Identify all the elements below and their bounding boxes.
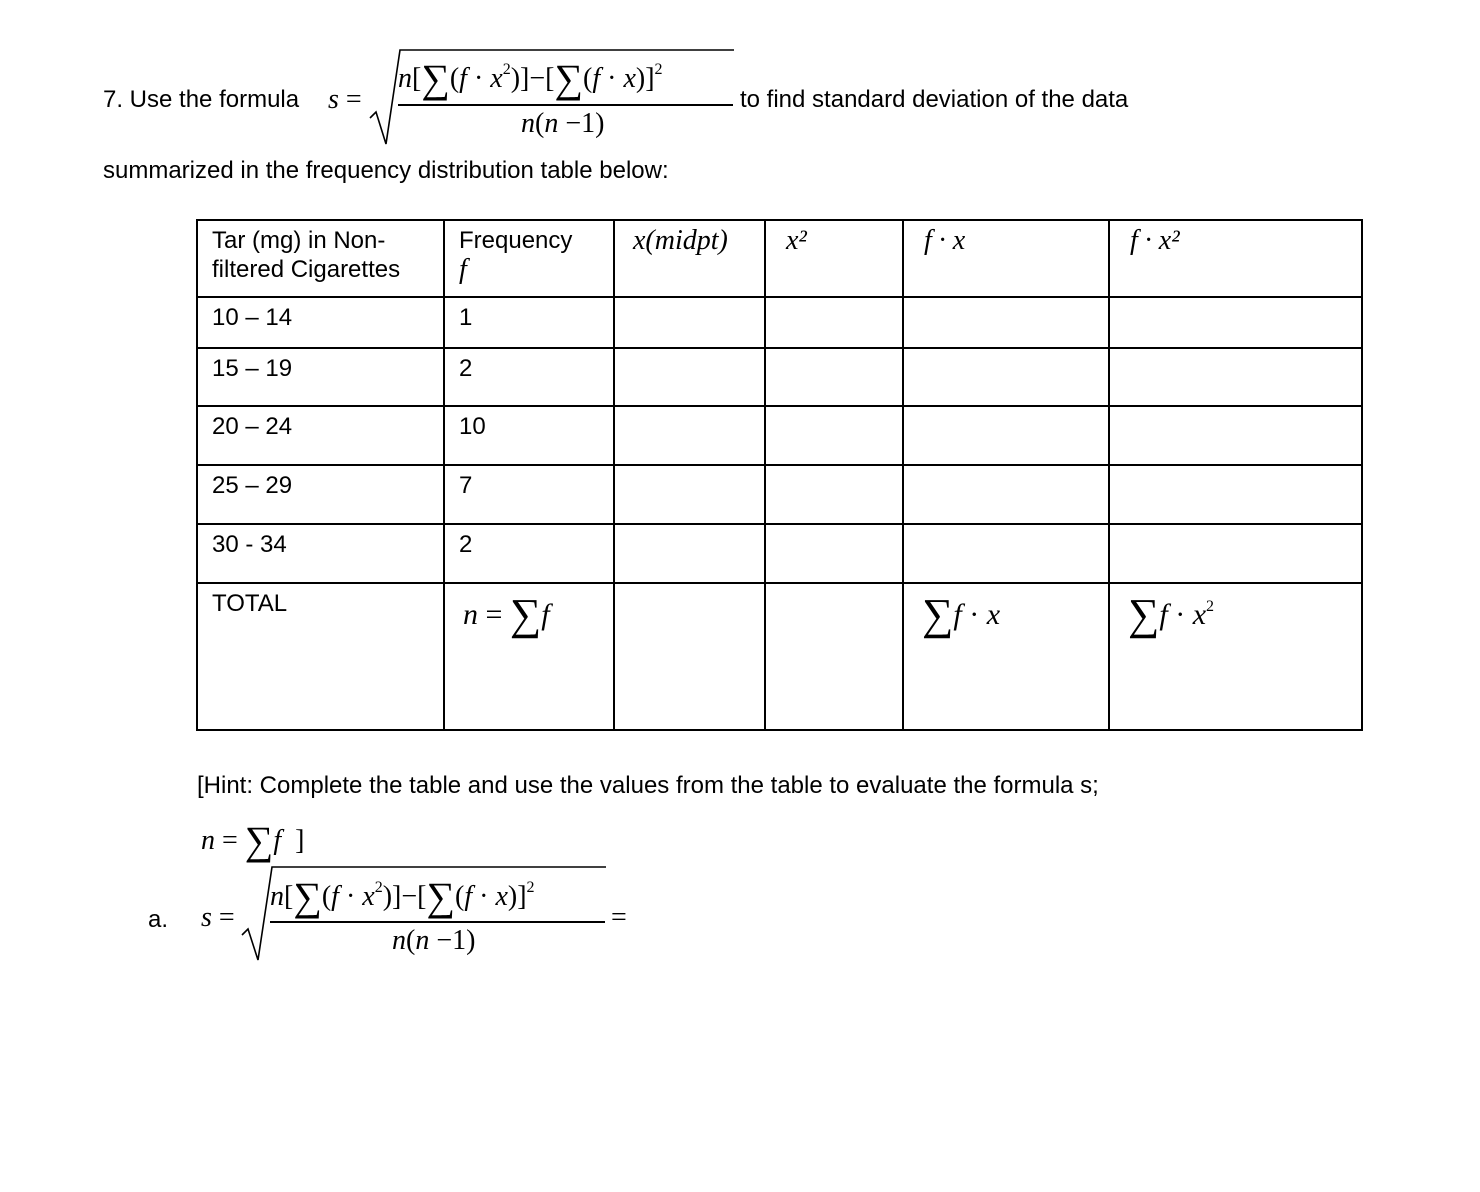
cell-total-f-times-x-squared[interactable] (1109, 583, 1362, 730)
header-midpoint-text: x(midpt) (633, 225, 728, 256)
n-equals-sum-f: n = ∑f (463, 590, 550, 639)
sum-f-times-x-squared: $\sum f \cdot x^2$ (1128, 590, 1215, 639)
header-f-times-x-squared (1109, 220, 1362, 297)
cell-interval: 20 – 24 (197, 406, 444, 465)
cell-x-squared[interactable] (765, 406, 903, 465)
header-f-times-x-text: f · x (924, 225, 966, 256)
cell-interval: 30 - 34 (197, 524, 444, 583)
part-a-label: a. (148, 906, 169, 933)
fraction-bar (270, 921, 605, 923)
formula-a-equals: = (611, 902, 627, 933)
cell-x-squared[interactable] (765, 524, 903, 583)
cell-midpoint[interactable] (614, 465, 765, 524)
header-tar (197, 220, 444, 297)
cell-f-times-x-squared[interactable] (1109, 297, 1362, 348)
header-midpoint (614, 220, 765, 297)
cell-total-x-squared (765, 583, 903, 730)
table-total-row (197, 583, 1362, 730)
fraction-bar (398, 104, 733, 106)
formula-denominator: n(n −1) (521, 108, 605, 139)
table-row (197, 297, 1362, 348)
cell-f-times-x[interactable] (903, 348, 1109, 406)
cell-midpoint[interactable] (614, 297, 765, 348)
cell-f-times-x[interactable] (903, 524, 1109, 583)
header-x-squared (765, 220, 903, 297)
header-f-times-x-squared-text: f · x² (1130, 225, 1180, 256)
cell-total-n (444, 583, 614, 730)
cell-total-f-times-x[interactable] (903, 583, 1109, 730)
formula-a-s-equals: s = (201, 902, 235, 933)
table-row (197, 524, 1362, 583)
cell-interval: 15 – 19 (197, 348, 444, 406)
header-tar-line2: filtered Cigarettes (212, 256, 401, 283)
header-frequency-line1: Frequency (459, 227, 573, 254)
cell-midpoint[interactable] (614, 348, 765, 406)
table-row (197, 406, 1362, 465)
formula-numerator: $n[\sum(f \cdot x^2)]-[\sum(f \cdot x)]^2$ (398, 56, 663, 101)
header-tar-line1: Tar (mg) in Non- (212, 227, 386, 254)
cell-x-squared[interactable] (765, 465, 903, 524)
cell-midpoint[interactable] (614, 406, 765, 465)
question-number-label: 7. Use the formula (103, 86, 300, 113)
formula-a-numerator: $n[\sum(f \cdot x^2)]-[\sum(f \cdot x)]^2$ (270, 874, 535, 919)
cell-f-times-x-squared[interactable] (1109, 348, 1362, 406)
cell-frequency: 1 (444, 297, 614, 348)
cell-f-times-x-squared[interactable] (1109, 524, 1362, 583)
header-f-times-x (903, 220, 1109, 297)
hint-n-equals-sum-f: n = ∑f ] (201, 818, 305, 863)
formula-s-equals: s = (328, 84, 362, 115)
header-x-squared-text: x² (786, 225, 807, 256)
hint-text: [Hint: Complete the table and use the values from the table to evaluate the formula s; (197, 772, 1099, 799)
cell-interval: 10 – 14 (197, 297, 444, 348)
cell-frequency: 10 (444, 406, 614, 465)
cell-f-times-x[interactable] (903, 406, 1109, 465)
cell-x-squared[interactable] (765, 297, 903, 348)
cell-f-times-x-squared[interactable] (1109, 465, 1362, 524)
question-text-line2: summarized in the frequency distribution table below: (103, 157, 669, 184)
cell-interval: 25 – 29 (197, 465, 444, 524)
table-header-row (197, 220, 1362, 297)
header-frequency-line2: f (459, 254, 467, 285)
frequency-table (196, 219, 1363, 731)
cell-frequency: 7 (444, 465, 614, 524)
cell-x-squared[interactable] (765, 348, 903, 406)
cell-midpoint[interactable] (614, 524, 765, 583)
cell-total-label: TOTAL (197, 583, 444, 730)
radical-sign-icon (240, 865, 610, 965)
table-row (197, 348, 1362, 406)
cell-f-times-x[interactable] (903, 465, 1109, 524)
formula-a-denominator: n(n −1) (392, 925, 476, 956)
sum-f-times-x: ∑f · x (922, 590, 1001, 639)
cell-frequency: 2 (444, 524, 614, 583)
formula-top (0, 0, 1480, 160)
cell-total-midpoint (614, 583, 765, 730)
cell-f-times-x-squared[interactable] (1109, 406, 1362, 465)
header-frequency (444, 220, 614, 297)
cell-f-times-x[interactable] (903, 297, 1109, 348)
cell-frequency: 2 (444, 348, 614, 406)
table-row (197, 465, 1362, 524)
question-text-after: to find standard deviation of the data (740, 86, 1129, 113)
